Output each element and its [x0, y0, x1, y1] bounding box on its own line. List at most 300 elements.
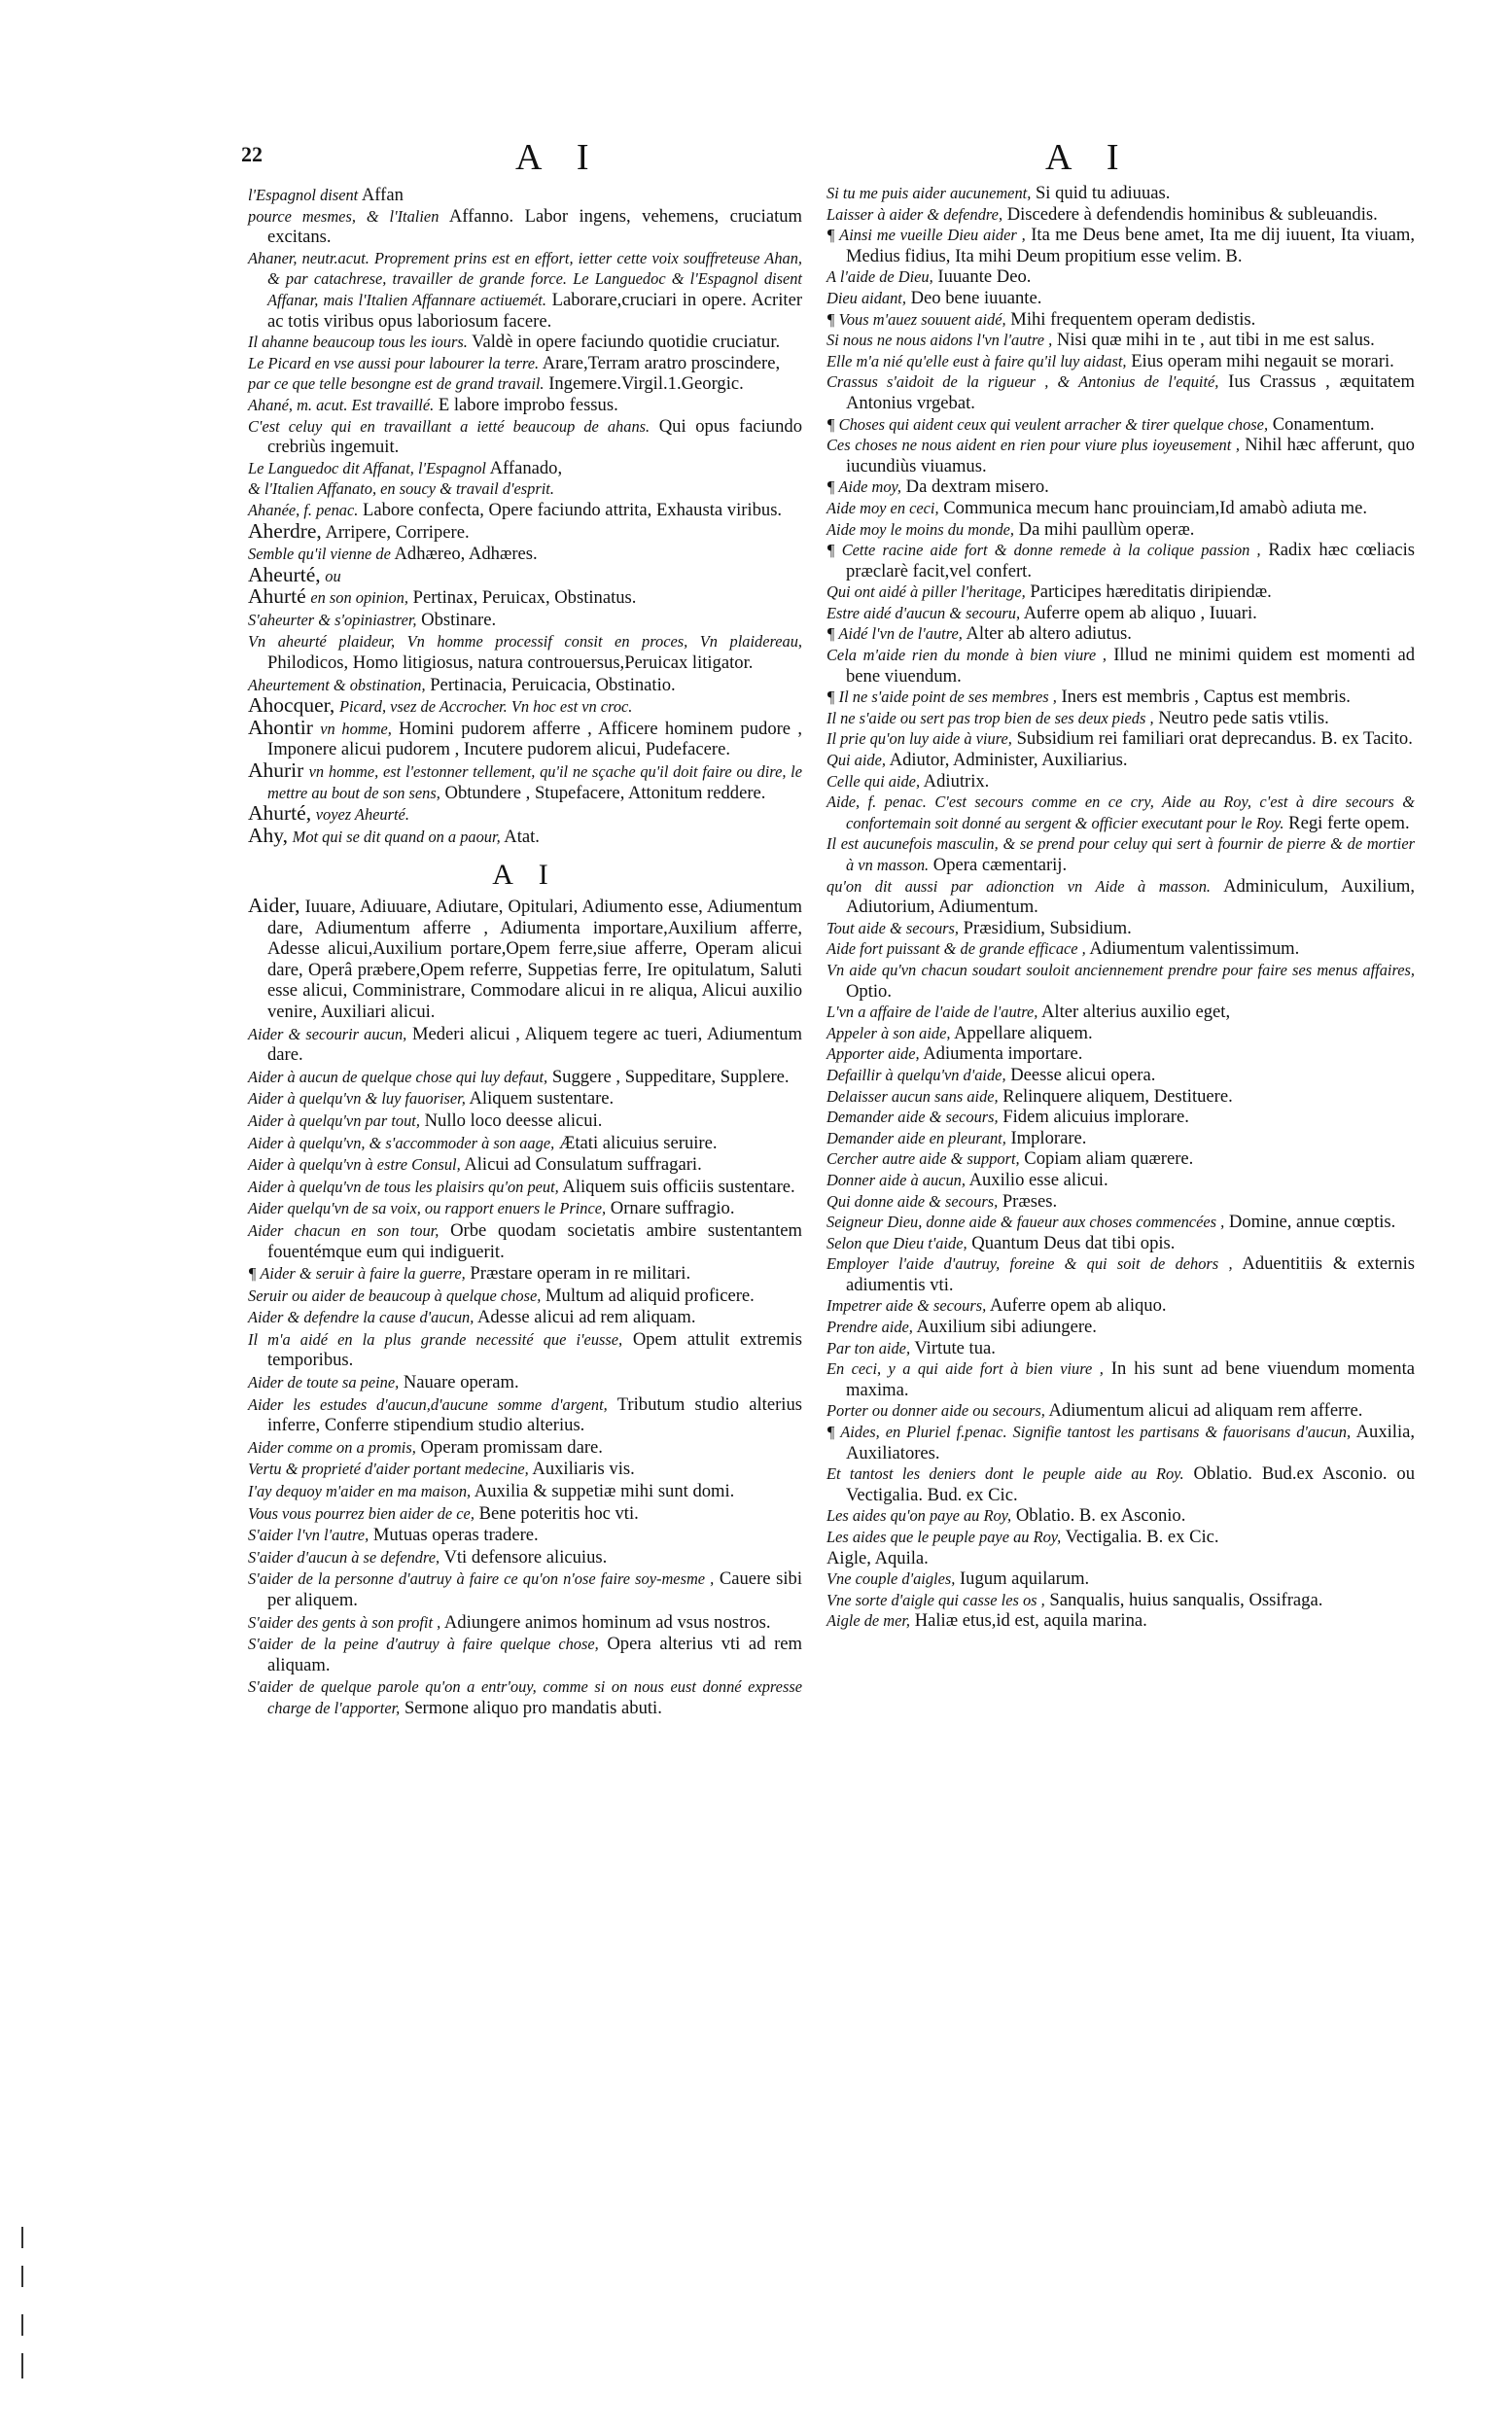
entry-latin: Obtundere , Stupefacere, Attonitum reddere.	[444, 782, 766, 803]
dictionary-entry	[248, 206, 802, 248]
dictionary-entry	[826, 1568, 1415, 1590]
dictionary-entry	[248, 353, 802, 374]
entry-french: Aider à quelqu'vn de tous les plaisirs qu'on peut,	[248, 1177, 559, 1196]
dictionary-entry	[826, 687, 1415, 708]
dictionary-entry	[248, 695, 802, 718]
dictionary-entry	[248, 1611, 802, 1634]
margin-marks	[21, 2227, 27, 2382]
entry-latin: Appellare aliquem.	[954, 1022, 1093, 1043]
entry-french: Le Languedoc dit Affanat, l'Espagnol	[248, 458, 486, 477]
entry-latin: Præsidium, Subsidium.	[963, 917, 1132, 938]
entry-french: Qui donne aide & secours,	[826, 1191, 999, 1211]
dictionary-entry	[826, 771, 1415, 793]
entry-french: Aider & secourir aucun,	[248, 1024, 407, 1043]
entry-latin: Mederi alicui , Aliquem tegere ac tueri, Adiumentum dare.	[267, 1023, 802, 1066]
dictionary-entry	[248, 332, 802, 353]
entry-french: l'Espagnol disent	[248, 186, 359, 204]
entry-french: Si tu me puis aider aucunement,	[826, 184, 1032, 202]
dictionary-entry	[248, 586, 802, 609]
entry-latin: Illud ne minimi quidem est momenti ad bene viuendum.	[846, 645, 1416, 687]
entry-french: Delaisser aucun sans aide,	[826, 1086, 999, 1106]
entry-french: Aide moy en ceci,	[826, 498, 939, 517]
entry-latin: Iuuare, Adiuuare, Adiutare, Opitulari, Adiumento esse, Adiumentum dare, Adiumentum afferre , Adiumenta importare,Auxilium afferre, Adesse alicui,Auxilium portare,Opem ferre,siue afferre, Operam alicui dare, Operâ præbere,Opem referre, Suppetias ferre, Ire opitulatum, Saluti esse alicui, Comministrare, Commodare alicui in re aliqua, Alicui auxilio venire, Auxiliari alicui.	[267, 897, 803, 1022]
dictionary-entry	[248, 1371, 802, 1393]
entry-latin: Subsidium rei familiari orat deprecandus. B. ex Tacito.	[1016, 728, 1413, 750]
dictionary-entry	[826, 1233, 1415, 1254]
entry-latin: Pertinacia, Peruicacia, Obstinatio.	[430, 674, 676, 695]
entry-french: Appeler à son aide,	[826, 1023, 951, 1042]
entry-french: S'aider de la peine d'autruy à faire quelque chose,	[248, 1635, 599, 1654]
dictionary-entry	[248, 478, 802, 500]
dictionary-entry	[248, 1176, 802, 1198]
entry-french: ¶ Choses qui aident ceux qui veulent arracher & tirer quelque chose,	[826, 414, 1269, 434]
entry-latin: Ita me Deus bene amet, Ita me dij iuuent, Ita viuam, Medius fidius, Ita mihi Deum propitium esse velim. B.	[846, 225, 1415, 266]
dictionary-entry	[248, 1328, 802, 1371]
dictionary-entry	[248, 1087, 802, 1110]
entry-latin: Si quid tu adiuuas.	[1035, 183, 1171, 203]
dictionary-entry	[826, 1358, 1415, 1400]
dictionary-entry	[248, 760, 802, 803]
dictionary-entry	[826, 708, 1415, 729]
entry-latin: Regi ferte opem.	[1288, 812, 1410, 833]
entry-latin: Adiumentum valentissimum.	[1089, 938, 1300, 960]
dictionary-entry	[826, 938, 1415, 960]
entry-latin: Auxilium sibi adiungere.	[916, 1317, 1097, 1338]
entry-french: pource mesmes, & l'Italien	[248, 206, 440, 226]
entry-french: Donner aide à aucun,	[826, 1170, 966, 1189]
entry-french: en son opinion,	[310, 588, 408, 608]
dictionary-entry	[826, 728, 1415, 750]
entry-french: Vous vous pourrez bien aider de ce,	[248, 1503, 475, 1523]
entry-latin: Alicui ad Consulatum suffragari.	[464, 1154, 702, 1176]
entry-french: En ceci, y a qui aide fort à bien viure ,	[826, 1359, 1104, 1379]
dictionary-entry	[826, 1043, 1415, 1065]
entry-latin: Ornare suffragio.	[610, 1198, 735, 1219]
entry-latin: Multum ad aliquid proficere.	[545, 1285, 755, 1306]
entry-latin: Fidem alicuius implorare.	[1002, 1107, 1189, 1128]
entry-french: Aide moy le moins du monde,	[826, 519, 1015, 539]
entry-french: Tout aide & secours,	[826, 918, 959, 937]
entry-latin: Pertinax, Peruicax, Obstinatus.	[412, 587, 637, 609]
section-head: A I	[492, 859, 558, 892]
entry-french: vn homme, est l'estonner tellement, qu'il ne sçache qu'il doit faire ou dire, le mettre au bout de son sens,	[267, 762, 802, 802]
dictionary-entry	[826, 1505, 1415, 1527]
dictionary-entry	[826, 581, 1415, 603]
entry-french: Il m'a aidé en la plus grande necessité que i'eusse,	[248, 1329, 623, 1349]
entry-latin: Da dextram misero.	[905, 476, 1049, 498]
entry-latin: Relinquere aliquem, Destituere.	[1002, 1085, 1233, 1107]
entry-latin: Deesse alicui opera.	[1010, 1064, 1156, 1085]
entry-headword: Ahurté,	[248, 801, 312, 826]
dictionary-entry	[248, 674, 802, 696]
dictionary-entry	[826, 876, 1415, 918]
dictionary-entry	[826, 960, 1415, 1002]
entry-french: Estre aidé d'aucun & secouru,	[826, 603, 1021, 622]
entry-latin: Radix hæc cœliacis præclarè facit,vel confert.	[846, 540, 1416, 581]
entry-latin: Aduentitiis & externis adiumentis vti.	[846, 1253, 1416, 1295]
entry-latin: Discedere à defendendis hominibus & subleuandis.	[1006, 203, 1378, 225]
dictionary-entry	[248, 715, 802, 760]
entry-french: Aider de toute sa peine,	[248, 1373, 400, 1392]
dictionary-entry	[826, 1212, 1415, 1233]
entry-latin: Optio.	[846, 980, 893, 1002]
entry-headword: Aheurté,	[248, 562, 321, 586]
entry-french: Dieu aidant,	[826, 288, 906, 307]
dictionary-entry	[826, 1610, 1415, 1632]
dictionary-entry	[826, 1148, 1415, 1170]
running-head-left: A I	[515, 137, 603, 178]
entry-french: Demander aide en pleurant,	[826, 1128, 1006, 1147]
entry-french: & l'Italien Affanato, en soucy & travail d'esprit.	[248, 479, 554, 499]
dictionary-entry	[826, 371, 1415, 413]
entry-latin: Alter ab altero adiutus.	[966, 623, 1132, 645]
dictionary-entry	[826, 1086, 1415, 1108]
entry-french: Selon que Dieu t'aide,	[826, 1233, 967, 1252]
entry-french: Crassus s'aidoit de la rigueur , & Antonius de l'equité,	[826, 372, 1219, 392]
entry-latin: Opem attulit extremis temporibus.	[267, 1328, 802, 1371]
entry-french: Elle m'a nié qu'elle eust à faire qu'il luy aidast,	[826, 351, 1127, 370]
running-head-right: A I	[1045, 137, 1133, 178]
entry-french: par ce que telle besongne est de grand travail.	[248, 374, 545, 394]
dictionary-entry	[826, 476, 1415, 498]
dictionary-entry	[248, 1393, 802, 1436]
dictionary-entry	[248, 1110, 802, 1132]
dictionary-entry	[248, 896, 802, 1023]
entry-french: Aider à quelqu'vn à estre Consul,	[248, 1155, 461, 1175]
dictionary-entry	[826, 1253, 1415, 1295]
entry-latin: Domine, annue cœptis.	[1228, 1212, 1396, 1233]
entry-latin: Mutuas operas tradere.	[372, 1525, 539, 1546]
dictionary-entry	[248, 248, 802, 332]
entry-french: S'aider d'aucun à se defendre,	[248, 1547, 440, 1567]
entry-latin: Vectigalia. B. ex Cic.	[1065, 1527, 1219, 1547]
entry-french: S'aider de la personne d'autruy à faire ce qu'on n'ose faire soy-mesme ,	[248, 1569, 715, 1589]
dictionary-entry	[248, 395, 802, 416]
entry-french: Demander aide & secours,	[826, 1108, 999, 1127]
dictionary-entry	[826, 435, 1415, 476]
entry-french: C'est celuy qui en travaillant a ietté beaucoup de ahans.	[248, 416, 651, 436]
entry-latin: Atat.	[504, 826, 540, 847]
entry-latin: Auferre opem ab aliquo , Iuuari.	[1023, 602, 1257, 623]
entry-latin: Haliæ etus,id est, aquila marina.	[914, 1610, 1147, 1632]
left-column	[248, 185, 802, 1719]
entry-french: ¶ Aides, en Pluriel f.penac. Signifie tantost les partisans & fauorisans d'aucun,	[826, 1423, 1352, 1442]
dictionary-entry	[248, 609, 802, 631]
entry-french: Aheurtement & obstination,	[248, 675, 426, 694]
entry-latin: Ius Crassus , æquitatem Antonius vrgebat.	[846, 371, 1415, 413]
entry-french: ¶ Il ne s'aide point de ses membres ,	[826, 687, 1057, 707]
entry-french: Aider quelqu'vn de sa voix, ou rapport enuers le Prince,	[248, 1199, 607, 1218]
entry-latin: Nisi quæ mihi in te , aut tibi in me est salus.	[1056, 330, 1375, 351]
dictionary-entry	[826, 1548, 1415, 1569]
entry-french: Aider & defendre la cause d'aucun,	[248, 1308, 475, 1327]
entry-latin: Alter alterius auxilio eget,	[1040, 1002, 1231, 1023]
dictionary-entry	[826, 351, 1415, 372]
entry-latin: Copiam aliam quærere.	[1024, 1148, 1194, 1170]
entry-latin: Bene poteritis hoc vti.	[478, 1502, 639, 1524]
entry-french: ¶ Vous m'auez souuent aidé,	[826, 309, 1006, 329]
entry-french: ¶ Ainsi me vueille Dieu aider ,	[826, 226, 1026, 245]
dictionary-entry	[826, 918, 1415, 939]
entry-french: S'aheurter & s'opiniastrer,	[248, 610, 417, 629]
dictionary-entry	[248, 803, 802, 826]
dictionary-entry	[248, 1458, 802, 1480]
entry-latin: Opera alterius vti ad rem aliquam.	[267, 1634, 802, 1675]
entry-latin: Philodicos, Homo litigiosus, natura controuersus,Peruicax litigator.	[267, 652, 754, 674]
entry-french: Ahané, m. acut. Est travaillé.	[248, 395, 435, 414]
dictionary-entry	[826, 623, 1415, 645]
entry-french: Impetrer aide & secours,	[826, 1296, 987, 1316]
dictionary-entry	[826, 1023, 1415, 1044]
entry-french: L'vn a affaire de l'aide de l'autre,	[826, 1003, 1038, 1022]
entry-french: Il est aucunefois masculin, & se prend pour celuy qui sert à fournir de pierre & de mortier à vn masson.	[826, 834, 1415, 874]
entry-latin: Auferre opem ab aliquo.	[989, 1295, 1167, 1317]
entry-french: Vn aheurté plaideur, Vn homme processif consit en proces, Vn plaidereau,	[248, 632, 802, 652]
dictionary-entry	[248, 1306, 802, 1328]
entry-latin: Eius operam mihi negauit se morari.	[1131, 350, 1394, 371]
entry-latin: Obstinare.	[421, 609, 497, 630]
entry-latin: Valdè in opere faciundo quotidie cruciatur.	[472, 332, 781, 353]
dictionary-entry	[826, 183, 1415, 204]
dictionary-entry	[248, 1502, 802, 1525]
dictionary-entry	[248, 1153, 802, 1176]
dictionary-entry	[826, 1170, 1415, 1191]
entry-latin: Virtute tua.	[914, 1337, 996, 1358]
dictionary-entry	[826, 1107, 1415, 1128]
dictionary-entry	[248, 458, 802, 479]
dictionary-entry	[826, 1590, 1415, 1611]
entry-french: qu'on dit aussi par adionction vn Aide à masson.	[826, 876, 1212, 896]
entry-latin: Conamentum.	[1272, 413, 1375, 435]
entry-french: Prendre aide,	[826, 1318, 913, 1337]
entry-french: Cela m'aide rien du monde à bien viure ,	[826, 646, 1107, 665]
entry-latin: Oblatio. B. ex Asconio.	[1015, 1505, 1186, 1527]
dictionary-entry	[826, 1338, 1415, 1359]
entry-latin: Aliquem sustentare.	[469, 1088, 615, 1110]
entry-latin: Præstare operam in re militari.	[470, 1263, 691, 1285]
entry-french: ¶ Aidé l'vn de l'autre,	[826, 624, 963, 644]
entry-french: A l'aide de Dieu,	[826, 267, 933, 287]
entry-latin: Vti defensore alicuius.	[443, 1546, 608, 1568]
entry-french: Par ton aide,	[826, 1338, 911, 1357]
entry-latin: Iuuante Deo.	[937, 266, 1032, 288]
entry-latin: Laborare,cruciari in opere. Acriter ac totis viribus opus laboriosum facere.	[267, 289, 803, 332]
entry-latin: Adesse alicui ad rem aliquam.	[476, 1307, 696, 1328]
entry-latin: Oblatio. Bud.ex Asconio. ou Vectigalia. Bud. ex Cic.	[846, 1463, 1415, 1505]
entry-french: Apporter aide,	[826, 1044, 920, 1064]
entry-french: Le Picard en vse aussi pour labourer la terre.	[248, 353, 540, 372]
entry-latin: Auxiliaris vis.	[532, 1459, 635, 1480]
dictionary-entry	[826, 1191, 1415, 1213]
entry-latin: Qui opus faciundo crebriùs ingemuit.	[267, 415, 802, 458]
entry-french: S'aider l'vn l'autre,	[248, 1526, 369, 1545]
dictionary-entry	[248, 543, 802, 565]
entry-french: ¶ Cette racine aide fort & donne remede à la colique passion ,	[826, 541, 1261, 560]
entry-french: ¶ Aider & seruir à faire la guerre,	[248, 1264, 466, 1284]
entry-latin: Affan	[361, 185, 404, 205]
dictionary-entry	[826, 1128, 1415, 1149]
dictionary-entry	[248, 1546, 802, 1568]
entry-french: Il ahanne beaucoup tous les iours.	[248, 333, 468, 352]
entry-french: Aider à aucun de quelque chose qui luy defaut,	[248, 1067, 548, 1086]
entry-latin: Adminiculum, Auxilium, Adiutorium, Adiumentum.	[846, 875, 1415, 918]
entry-latin: Arripere, Corripere.	[325, 521, 470, 543]
entry-latin: E labore improbo fessus.	[438, 394, 618, 415]
entry-french: Ahaner, neutr.acut. Proprement prins est en effort, ietter cette voix souffreteuse Ahan, & par catachrese, travailler de grande force. Le Languedoc & l'Espagnol disent Affanar, mais l'Italien Affannare actiuemét.	[248, 248, 802, 309]
dictionary-entry	[248, 1219, 802, 1262]
dictionary-entry	[826, 645, 1415, 687]
right-column-entries	[826, 183, 1415, 1632]
entry-french: voyez Aheurté.	[315, 805, 409, 825]
dictionary-entry	[248, 373, 802, 395]
dictionary-entry	[248, 518, 802, 544]
entry-french: Il prie qu'on luy aide à viure,	[826, 729, 1012, 749]
dictionary-entry	[826, 519, 1415, 541]
entry-headword: Ahy,	[248, 823, 289, 847]
entry-latin: Sermone aliquo pro mandatis abuti.	[404, 1697, 662, 1718]
entry-latin: Tributum studio alterius inferre, Conferre stipendium studio alterius.	[267, 1393, 802, 1436]
right-column	[826, 183, 1415, 1632]
entry-latin: Quantum Deus dat tibi opis.	[971, 1232, 1176, 1253]
dictionary-entry	[826, 1422, 1415, 1463]
entry-latin: Operam promissam dare.	[420, 1436, 603, 1458]
entry-french: Vne couple d'aigles,	[826, 1569, 956, 1589]
dictionary-entry	[826, 225, 1415, 266]
entry-french: Les aides qu'on paye au Roy,	[826, 1506, 1012, 1526]
dictionary-entry	[826, 204, 1415, 226]
entry-french: ou	[325, 566, 341, 585]
entry-latin: Aigle, Aquila.	[826, 1547, 929, 1568]
page-number: 22	[241, 142, 263, 166]
entry-latin: Auxilia & suppetiæ mihi sunt domi.	[474, 1481, 735, 1502]
entry-latin: Auxilio esse alicui.	[968, 1169, 1108, 1190]
entry-french: Aider les estudes d'aucun,d'aucune somme d'argent,	[248, 1394, 608, 1414]
entry-french: Picard, vsez de Accrocher. Vn hoc est vn croc.	[338, 697, 633, 717]
dictionary-entry	[826, 266, 1415, 288]
entry-latin: Adiumentum alicui ad aliquam rem afferre.	[1048, 1400, 1363, 1422]
entry-latin: Opera cæmentarij.	[932, 855, 1068, 875]
dictionary-entry	[248, 630, 802, 673]
dictionary-entry	[248, 1480, 802, 1502]
entry-french: Si nous ne nous aidons l'vn l'autre ,	[826, 331, 1053, 350]
dictionary-entry	[248, 1524, 802, 1546]
entry-french: Aider chacun en son tour,	[248, 1220, 440, 1240]
entry-french: vn homme,	[320, 719, 392, 738]
entry-latin: Ætati alicuius seruire.	[558, 1132, 718, 1153]
entry-latin: Adiutrix.	[923, 770, 990, 792]
entry-latin: Adiutor, Administer, Auxiliarius.	[889, 750, 1128, 771]
entry-latin: Mihi frequentem operam dedistis.	[1010, 308, 1256, 330]
dictionary-entry	[826, 1065, 1415, 1086]
dictionary-entry	[826, 1002, 1415, 1023]
dictionary-entry	[248, 1066, 802, 1088]
entry-latin: Implorare.	[1010, 1127, 1087, 1148]
entry-latin: Adiumenta importare.	[923, 1043, 1083, 1065]
dictionary-entry	[248, 1285, 802, 1307]
dictionary-entry	[826, 540, 1415, 581]
entry-latin: Nauare operam.	[403, 1372, 519, 1393]
dictionary-entry	[248, 185, 802, 206]
dictionary-entry	[826, 792, 1415, 833]
entry-latin: Iners est membris , Captus est membris.	[1061, 687, 1351, 708]
entry-latin: Nihil hæc afferunt, quo iucundiùs viuamus.	[846, 435, 1415, 476]
entry-french: Qui ont aidé à piller l'heritage,	[826, 582, 1026, 602]
dictionary-entry	[826, 1400, 1415, 1422]
dictionary-entry	[248, 1197, 802, 1219]
entry-latin: Homini pudorem afferre , Afficere hominem pudore , Imponere alicui pudorem , Incutere pudorem alicui, Pudefacere.	[267, 718, 802, 760]
entry-french: Aide fort puissant & de grande efficace ,	[826, 939, 1086, 959]
entry-latin: Iugum aquilarum.	[959, 1568, 1090, 1590]
entry-latin: Adiungere animos hominum ad vsus nostros.	[443, 1611, 771, 1633]
entry-latin: Ingemere.Virgil.1.Georgic.	[548, 373, 744, 395]
entry-french: Semble qu'il vienne de	[248, 545, 391, 564]
entry-latin: In his sunt ad bene viuendum momenta maxima.	[846, 1358, 1416, 1400]
dictionary-entry	[826, 330, 1415, 351]
dictionary-entry	[826, 603, 1415, 624]
entry-latin: Arare,Terram aratro proscindere,	[542, 352, 781, 373]
dictionary-entry	[826, 1295, 1415, 1317]
entry-french: Qui aide,	[826, 751, 887, 770]
left-column-entries-a	[248, 185, 802, 521]
entry-latin: Præses.	[1002, 1190, 1058, 1212]
entry-latin: Orbe quodam societatis ambire sustentantem fouentémque eum qui indiguerit.	[267, 1219, 803, 1262]
entry-headword: Ahurté	[248, 584, 306, 609]
entry-headword: Ahurir	[248, 758, 304, 783]
dictionary-entry	[826, 833, 1415, 875]
dictionary-entry	[248, 1633, 802, 1675]
entry-latin: Auxilia, Auxiliatores.	[846, 1422, 1416, 1463]
entry-french: Vertu & proprieté d'aider portant medecine,	[248, 1460, 529, 1479]
dictionary-entry	[826, 498, 1415, 519]
dictionary-entry	[248, 500, 802, 521]
entry-latin: Neutro pede satis vtilis.	[1158, 707, 1329, 728]
entry-latin: Sanqualis, huius sanqualis, Ossifraga.	[1049, 1589, 1323, 1610]
entry-latin: Cauere sibi per aliquem.	[267, 1568, 802, 1610]
entry-french: Aider à quelqu'vn, & s'accommoder à son aage,	[248, 1133, 555, 1152]
entry-french: Aider comme on a promis,	[248, 1437, 416, 1457]
entry-french: Laisser à aider & defendre,	[826, 204, 1003, 224]
entry-french: S'aider des gents à son profit ,	[248, 1612, 441, 1632]
dictionary-entry	[826, 288, 1415, 309]
dictionary-entry	[248, 1568, 802, 1610]
dictionary-entry	[248, 1023, 802, 1066]
entry-french: Defaillir à quelqu'vn d'aide,	[826, 1065, 1006, 1084]
entry-french: I'ay dequoy m'aider en ma maison,	[248, 1482, 472, 1501]
entry-latin: Suggere , Suppeditare, Supplere.	[551, 1066, 790, 1087]
entry-latin: Participes hæreditatis diripiendæ.	[1030, 581, 1272, 603]
entry-latin: Labore confecta, Opere faciundo attrita, Exhausta viribus.	[362, 499, 783, 520]
dictionary-entry	[826, 750, 1415, 771]
entry-french: Cercher autre aide & support,	[826, 1149, 1020, 1169]
entry-french: Employer l'aide d'autruy, foreine & qui soit de dehors ,	[826, 1254, 1233, 1274]
dictionary-entry	[826, 1463, 1415, 1505]
entry-french: Aigle de mer,	[826, 1611, 911, 1631]
entry-french: Et tantost les deniers dont le peuple aide au Roy.	[826, 1464, 1184, 1484]
entry-french: Aider à quelqu'vn & luy fauoriser,	[248, 1089, 466, 1109]
entry-latin: Affanado,	[489, 457, 563, 478]
entry-latin: Affanno. Labor ingens, vehemens, cruciatum excitans.	[267, 205, 802, 248]
entry-french: Ces choses ne nous aident en rien pour viure plus ioyeusement ,	[826, 436, 1241, 455]
entry-headword: Ahontir	[248, 715, 313, 739]
entry-headword: Aider,	[248, 894, 300, 917]
entry-latin: Adhæreo, Adhæres.	[394, 544, 538, 565]
left-column-entries-c	[248, 896, 802, 1719]
entry-french: Mot qui se dit quand on a paour,	[292, 827, 501, 846]
entry-french: Seigneur Dieu, donne aide & faueur aux choses commencées ,	[826, 1213, 1225, 1232]
dictionary-entry	[248, 1675, 802, 1718]
entry-french: Ahanée, f. penac.	[248, 500, 359, 519]
entry-french: Vn aide qu'vn chacun soudart souloit anciennement prendre pour faire ses menus affaires,	[826, 960, 1415, 979]
